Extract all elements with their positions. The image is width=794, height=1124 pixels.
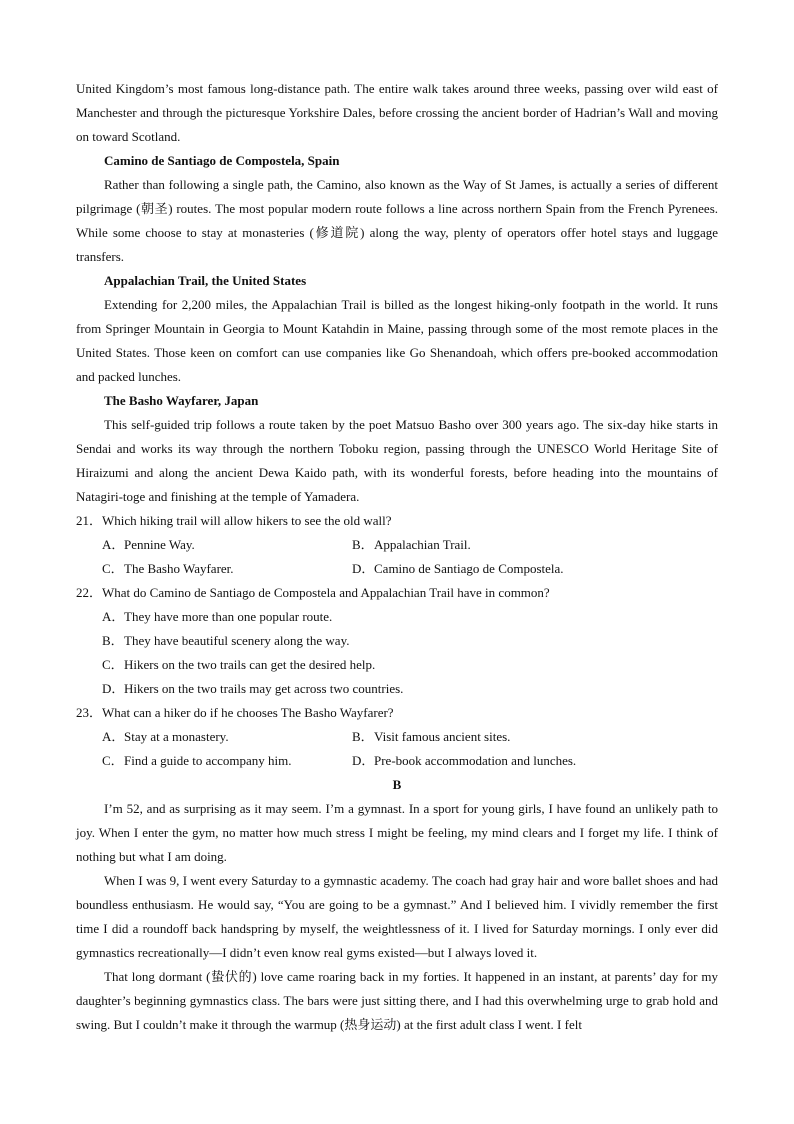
trail-heading-camino: Camino de Santiago de Compostela, Spain <box>104 153 340 168</box>
option-text: The Basho Wayfarer. <box>124 561 234 576</box>
question-23-options-row-2 <box>102 749 718 773</box>
option-letter: B． <box>352 537 374 552</box>
option-text: Hikers on the two trails may get across two countries. <box>124 681 404 696</box>
section-b-label: B <box>392 777 402 792</box>
option-letter: C． <box>102 657 124 672</box>
question-21-option-b[interactable] <box>352 533 602 557</box>
question-22-option-b[interactable] <box>102 629 718 653</box>
question-21-option-c[interactable] <box>102 557 352 581</box>
option-letter: A． <box>102 609 125 624</box>
question-21-stem: 21．Which hiking trail will allow hikers to see the old wall? <box>76 513 392 528</box>
question-22-option-d[interactable] <box>102 677 718 701</box>
question-23-options-row-1 <box>102 725 718 749</box>
trail-heading-basho: The Basho Wayfarer, Japan <box>104 393 259 408</box>
question-21-option-d[interactable] <box>352 557 602 581</box>
option-letter: C． <box>102 753 124 768</box>
question-23-option-d[interactable] <box>352 749 602 773</box>
trail-body-appalachian: Extending for 2,200 miles, the Appalachian Trail is billed as the longest hiking-only footpath in the world. It runs from Springer Mountain in Georgia to Mount Katahdin in Maine, passing through some of the most remote places in the United States. Those keen on comfort can use companies like Go Shenandoah, which offers pre-booked accommodation and packed lunches. <box>76 297 718 384</box>
question-23-option-c[interactable] <box>102 749 352 773</box>
option-letter: D． <box>352 753 375 768</box>
option-letter: B． <box>352 729 374 744</box>
question-21-options-row-1 <box>102 533 718 557</box>
page-content <box>76 77 718 1037</box>
option-text: Stay at a monastery. <box>124 729 229 744</box>
option-text: They have more than one popular route. <box>124 609 333 624</box>
question-22-option-a[interactable] <box>102 605 718 629</box>
question-22-option-c[interactable] <box>102 653 718 677</box>
intro-paragraph-tail: United Kingdom’s most famous long-distance path. The entire walk takes around three weeks, passing over wild east of Manchester and through the picturesque Yorkshire Dales, before crossing the ancient border of Hadrian’s Wall and moving on toward Scotland. <box>76 81 718 144</box>
option-letter: A． <box>102 537 125 552</box>
section-b-paragraph: That long dormant (蛰伏的) love came roaring back in my forties. It happened in an instant, at parents’ day for my daughter’s beginning gymnastics class. The bars were just sitting there, and I had this overwhelming urge to grab hold and swing. But I couldn’t make it through the warmup (热身运动) at the first adult class I went. I felt <box>76 969 718 1032</box>
option-text: Find a guide to accompany him. <box>124 753 292 768</box>
option-text: Pre-book accommodation and lunches. <box>374 753 577 768</box>
option-letter: A． <box>102 729 125 744</box>
option-letter: B． <box>102 633 124 648</box>
question-23-option-a[interactable] <box>102 725 352 749</box>
section-b-paragraph: I’m 52, and as surprising as it may seem. I’m a gymnast. In a sport for young girls, I have found an unlikely path to joy. When I enter the gym, no matter how much stress I might be feeling, my mind clears and I forget my life. I think of nothing but what I am doing. <box>76 801 718 864</box>
trail-heading-appalachian: Appalachian Trail, the United States <box>104 273 307 288</box>
option-letter: C． <box>102 561 124 576</box>
option-text: Appalachian Trail. <box>374 537 471 552</box>
option-letter: D． <box>352 561 375 576</box>
option-letter: D． <box>102 681 125 696</box>
option-text: Pennine Way. <box>124 537 195 552</box>
section-b-paragraph: When I was 9, I went every Saturday to a gymnastic academy. The coach had gray hair and wore ballet shoes and had boundless enthusiasm. He would say, “You are going to be a gymnast.” And I believed him. I vividly remember the first time I did a roundoff back handspring by myself, the weightlessness of it. I lived for Saturday mornings. I only ever did gymnastics recreationally—I didn’t even know real gyms existed—but I always loved it. <box>76 873 718 960</box>
option-text: Camino de Santiago de Compostela. <box>374 561 564 576</box>
question-23-option-b[interactable] <box>352 725 602 749</box>
option-text: Hikers on the two trails can get the desired help. <box>124 657 376 672</box>
question-21-option-a[interactable] <box>102 533 352 557</box>
option-text: They have beautiful scenery along the way. <box>124 633 350 648</box>
trail-body-camino: Rather than following a single path, the Camino, also known as the Way of St James, is actually a series of different pilgrimage (朝圣) routes. The most popular modern route follows a line across northern Spain from the French Pyrenees. While some choose to stay at monasteries (修道院) along the way, plenty of operators offer hotel stays and luggage transfers. <box>76 177 718 264</box>
question-23-stem: 23．What can a hiker do if he chooses The Basho Wayfarer? <box>76 705 394 720</box>
trail-body-basho: This self-guided trip follows a route taken by the poet Matsuo Basho over 300 years ago. The six-day hike starts in Sendai and works its way through the northern Toboku region, passing through the UNESCO World Heritage Site of Hiraizumi and along the ancient Dewa Kaido path, with its wonderful forests, before heading into the mountains of Natagiri-toge and finishing at the temple of Yamadera. <box>76 417 718 504</box>
option-text: Visit famous ancient sites. <box>374 729 511 744</box>
question-22-stem: 22．What do Camino de Santiago de Compostela and Appalachian Trail have in common? <box>76 585 550 600</box>
question-21-options-row-2 <box>102 557 718 581</box>
